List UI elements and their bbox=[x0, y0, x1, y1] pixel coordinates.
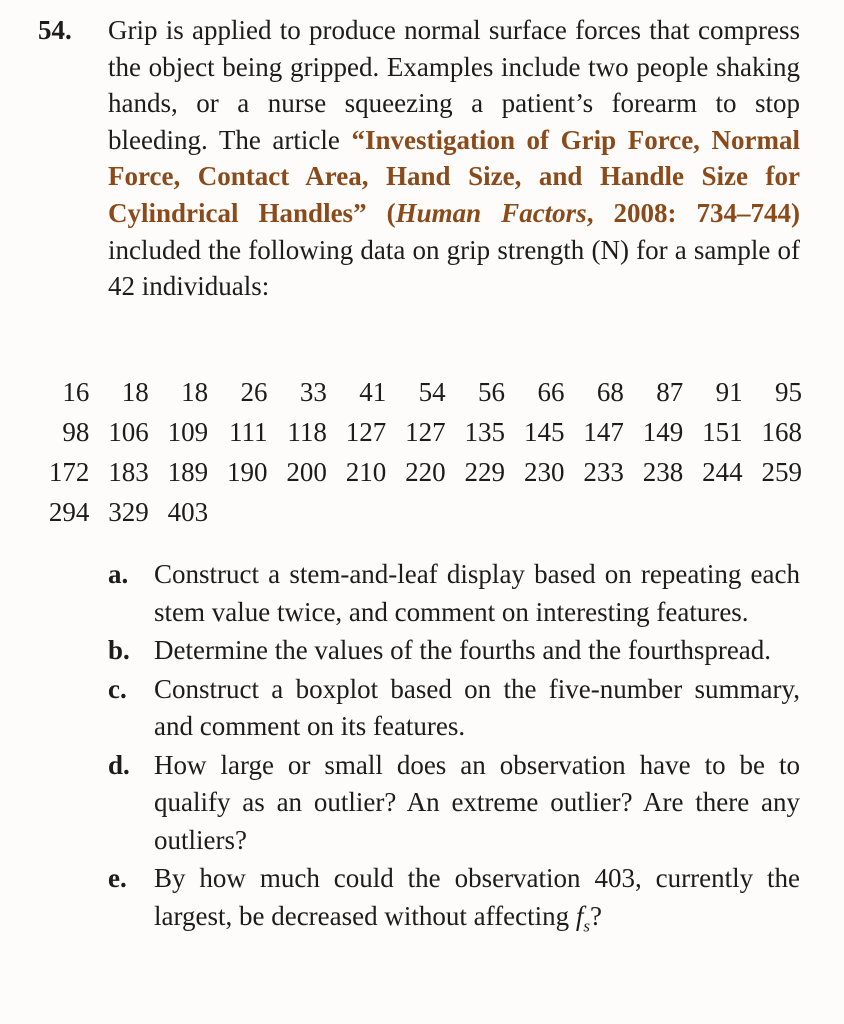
data-value: 149 bbox=[642, 417, 684, 447]
data-value: 87 bbox=[656, 377, 684, 407]
intro-text-before: Grip is applied to produce normal surface forces that compress the object being gripped. Examples include two people shaking hands, or a nurse squeezing a patient’s forearm to stop bleeding. The article bbox=[108, 15, 800, 155]
data-value: 189 bbox=[167, 457, 209, 487]
part-letter: d. bbox=[108, 749, 130, 780]
part-letter: b. bbox=[108, 635, 130, 665]
data-value: 68 bbox=[596, 377, 624, 407]
citation-details: , 2008: 734–744) bbox=[586, 197, 801, 228]
data-value: 111 bbox=[228, 417, 268, 447]
part-e-text: By how much could the observation 403, currently the largest, be decreased without affecting bbox=[154, 863, 800, 931]
part-letter: c. bbox=[108, 673, 127, 704]
data-value: 109 bbox=[167, 417, 209, 447]
data-value: 244 bbox=[702, 457, 743, 487]
data-value: 56 bbox=[478, 377, 506, 407]
data-value: 127 bbox=[345, 417, 387, 447]
data-value: 98 bbox=[62, 417, 90, 447]
data-value: 259 bbox=[761, 457, 802, 487]
data-value: 190 bbox=[226, 457, 268, 487]
data-value: 54 bbox=[418, 377, 446, 407]
citation-journal: Human Factors bbox=[395, 197, 587, 228]
part-text: How large or small does an observation have to be to qualify as an outlier? An extreme outlier? Are there any outliers? bbox=[154, 749, 800, 855]
data-value: 91 bbox=[715, 377, 743, 407]
part-text: Construct a stem-and-leaf display based on repeating each stem value twice, and comment on interesting features. bbox=[154, 559, 800, 627]
data-value: 329 bbox=[108, 497, 149, 527]
part-text bbox=[154, 860, 800, 944]
data-value: 145 bbox=[523, 417, 565, 447]
data-value: 33 bbox=[299, 377, 327, 407]
data-value: 220 bbox=[405, 457, 446, 487]
citation-title: “Investigation of Grip Force, Normal Force, Contact Area, Hand Size, and Handle Size for Cylindrical Handles” bbox=[108, 124, 800, 228]
data-value: 118 bbox=[287, 417, 327, 447]
part-letter: e. bbox=[108, 863, 127, 893]
fourthspread-symbol bbox=[575, 900, 590, 935]
data-value: 26 bbox=[240, 377, 268, 407]
intro-text-after: included the following data on grip strength (N) for a sample of 42 individuals: bbox=[108, 234, 800, 302]
data-value: 230 bbox=[523, 457, 565, 487]
data-value: 95 bbox=[775, 377, 802, 407]
data-value: 294 bbox=[48, 497, 90, 527]
data-value: 127 bbox=[405, 417, 446, 447]
part-d bbox=[100, 747, 800, 860]
data-value: 238 bbox=[642, 457, 684, 487]
part-e bbox=[100, 860, 800, 944]
data-value: 210 bbox=[345, 457, 387, 487]
part-letter: a. bbox=[108, 559, 129, 589]
fourthspread-subscript: s bbox=[583, 915, 590, 935]
data-value: 16 bbox=[62, 377, 90, 407]
data-value: 106 bbox=[108, 417, 149, 447]
data-value: 233 bbox=[583, 457, 624, 487]
data-value: 147 bbox=[583, 417, 624, 447]
data-row bbox=[30, 452, 802, 492]
data-value: 135 bbox=[464, 417, 506, 447]
data-value: 183 bbox=[108, 457, 149, 487]
data-value: 172 bbox=[48, 457, 90, 487]
problem-number: 54. bbox=[38, 15, 72, 45]
data-row bbox=[30, 372, 802, 412]
part-e-tail: ? bbox=[589, 900, 602, 931]
data-value: 403 bbox=[167, 497, 209, 527]
data-row bbox=[30, 412, 802, 452]
part-text: Determine the values of the fourths and the fourthspread. bbox=[154, 635, 772, 665]
data-value: 168 bbox=[761, 417, 802, 447]
exercise-parts bbox=[100, 556, 800, 945]
data-value: 229 bbox=[464, 457, 506, 487]
part-text: Construct a boxplot based on the five-number summary, and comment on its features. bbox=[154, 673, 800, 741]
fourthspread-letter: f bbox=[575, 900, 584, 931]
data-value: 18 bbox=[121, 377, 149, 407]
data-row bbox=[30, 492, 802, 532]
part-c bbox=[100, 671, 800, 746]
data-value: 200 bbox=[286, 457, 327, 487]
data-value: 151 bbox=[702, 417, 743, 447]
problem-intro bbox=[108, 12, 800, 305]
data-value: 41 bbox=[359, 377, 387, 407]
part-b bbox=[100, 632, 800, 670]
part-a bbox=[100, 556, 800, 631]
citation-open: ( bbox=[366, 197, 396, 228]
grip-strength-data bbox=[30, 372, 802, 532]
data-value: 66 bbox=[537, 377, 565, 407]
data-value: 18 bbox=[181, 377, 209, 407]
